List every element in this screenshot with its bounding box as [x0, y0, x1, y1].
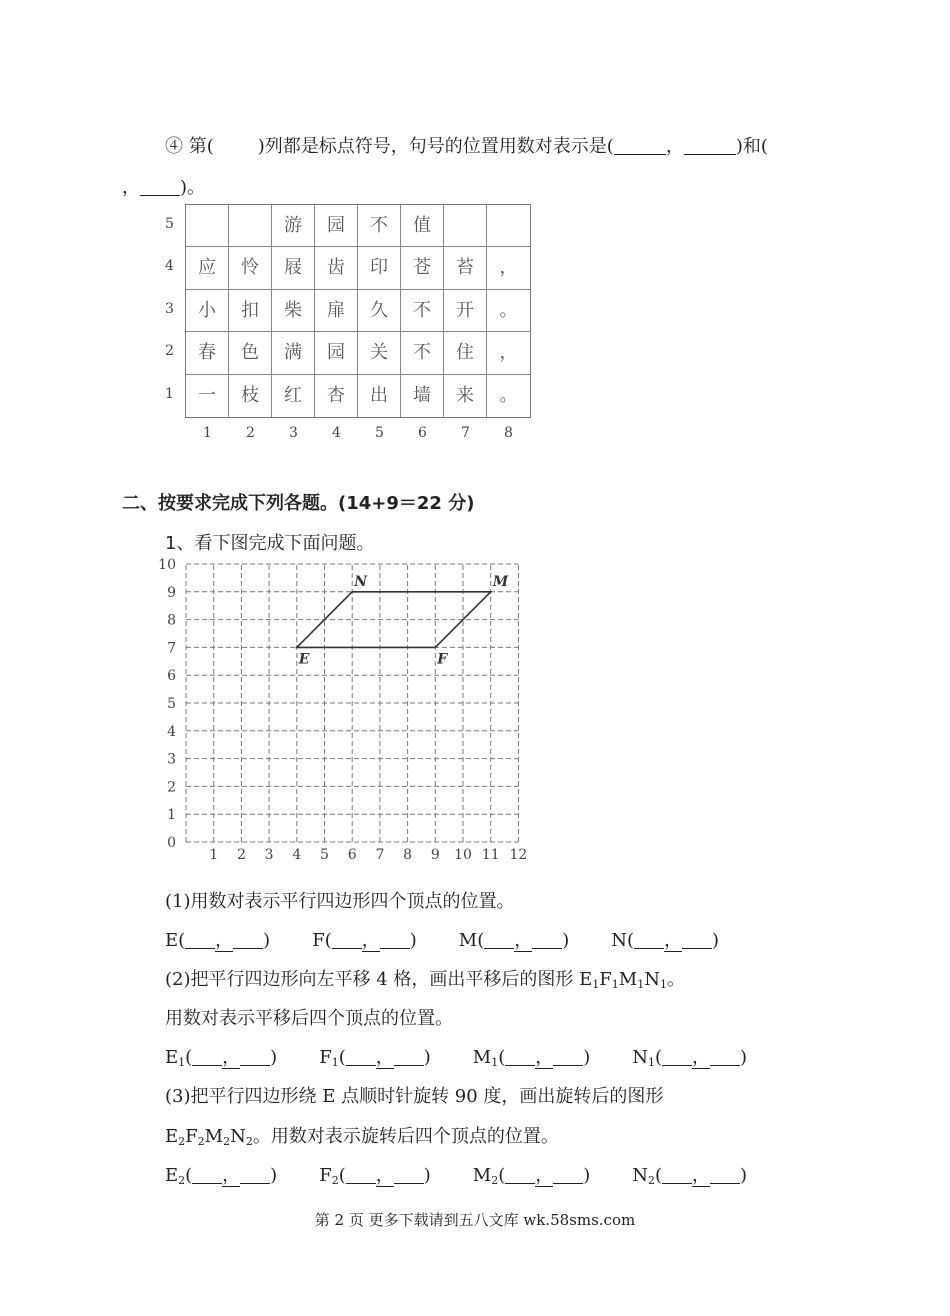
- x-tick-label: 7: [375, 847, 385, 863]
- grid-cell: [186, 205, 229, 247]
- page-footer: 第 2 页 更多下载请到五八文库 wk.58sms.com: [314, 1211, 636, 1229]
- answer-blank[interactable]: [346, 1047, 376, 1066]
- answer-blank[interactable]: [634, 930, 664, 949]
- y-tick-label: 4: [167, 723, 176, 740]
- grid-col-label: 2: [246, 425, 255, 441]
- section-2-heading: 二、按要求完成下列各题。(14+9＝22 分): [122, 493, 475, 514]
- sub-question-2-instruction: 用数对表示平移后四个顶点的位置。: [165, 1008, 453, 1029]
- grid-col-label: 1: [203, 425, 212, 441]
- answer-item: M( ， ): [458, 930, 570, 951]
- grid-cell: 来: [444, 375, 487, 417]
- vertex-label-n: N: [354, 573, 367, 590]
- grid-cell: 红: [272, 375, 315, 417]
- grid-cell: 住: [444, 332, 487, 374]
- question-1-title: 1、看下图完成下面问题。: [165, 533, 375, 554]
- sub3-answer-row: [165, 1161, 789, 1187]
- answer-blank[interactable]: [192, 1047, 222, 1066]
- answer-blank[interactable]: [553, 1047, 583, 1066]
- grid-col-label: 7: [461, 425, 470, 441]
- coordinate-chart: [150, 555, 540, 865]
- x-tick-label: 6: [347, 847, 357, 863]
- answer-item: $F_1$( ， ): [319, 1047, 431, 1069]
- grid-cell: 春: [186, 332, 229, 374]
- grid-cell: 齿: [315, 247, 358, 289]
- x-tick-label: 2: [236, 847, 246, 863]
- answer-blank[interactable]: [380, 930, 410, 949]
- character-grid: [185, 204, 531, 418]
- grid-row-label: 3: [165, 300, 174, 317]
- y-tick-label: 8: [167, 612, 176, 629]
- y-tick-label: 6: [167, 668, 176, 685]
- grid-cell: 不: [358, 205, 401, 247]
- grid-cell: 屐: [272, 247, 315, 289]
- answer-blank[interactable]: [346, 1165, 376, 1184]
- grid-cell: 游: [272, 205, 315, 247]
- sub-question-2: (2)把平行四边形向左平移 4 格，画出平移后的图形 $E_1F_1M_1N_1$。: [165, 969, 685, 991]
- sub-question-3: (3)把平行四边形绕 E 点顺时针旋转 90 度，画出旋转后的图形: [165, 1086, 664, 1107]
- grid-cell: 园: [315, 332, 358, 374]
- answer-blank[interactable]: [233, 930, 263, 949]
- x-tick-label: 3: [264, 847, 274, 863]
- grid-cell: 开: [444, 290, 487, 332]
- answer-item: F( ， ): [312, 930, 417, 951]
- vertex-label-e: E: [298, 651, 310, 668]
- grid-cell: 。: [499, 384, 518, 406]
- answer-item: $M_2$( ， ): [472, 1165, 591, 1187]
- grid-cell: 满: [272, 332, 315, 374]
- answer-blank[interactable]: [682, 930, 712, 949]
- grid-cell: 一: [186, 375, 229, 417]
- x-tick-label: 4: [292, 847, 302, 863]
- vertex-label-m: M: [492, 573, 509, 590]
- answer-blank[interactable]: [394, 1047, 424, 1066]
- grid-cell: 久: [358, 290, 401, 332]
- grid-cell: 扣: [229, 290, 272, 332]
- grid-cell: 色: [229, 332, 272, 374]
- answer-blank[interactable]: [240, 1165, 270, 1184]
- grid-cell: 苍: [401, 247, 444, 289]
- grid-cell: 不: [401, 332, 444, 374]
- answer-blank[interactable]: [532, 930, 562, 949]
- grid-cell: [229, 205, 272, 247]
- grid-cell: 应: [186, 247, 229, 289]
- x-tick-label: 5: [320, 847, 329, 863]
- grid-col-label: 3: [289, 425, 298, 441]
- answer-blank[interactable]: [505, 1165, 535, 1184]
- q4-blank-2b[interactable]: [140, 177, 180, 196]
- answer-blank[interactable]: [192, 1165, 222, 1184]
- grid-cell: 。: [487, 290, 530, 332]
- answer-item: $E_1$( ， ): [165, 1047, 278, 1069]
- q4-circle-number: ④: [165, 136, 183, 157]
- answer-item: N( ， ): [611, 930, 720, 951]
- x-tick-label: 10: [454, 847, 472, 863]
- grid-cell: 杏: [315, 375, 358, 417]
- grid-cell: 园: [315, 205, 358, 247]
- answer-blank[interactable]: [394, 1165, 424, 1184]
- q4-blank-1a[interactable]: [614, 136, 666, 155]
- q4-line1: ④ 第( )列都是标点符号，句号的位置用数对表示是( ， )和(: [165, 136, 768, 157]
- answer-blank[interactable]: [484, 930, 514, 949]
- grid-cell: 扉: [315, 290, 358, 332]
- q4-line2: ， )。: [122, 177, 206, 198]
- y-tick-label: 0: [167, 835, 176, 851]
- answer-blank[interactable]: [332, 930, 362, 949]
- grid-cell: 印: [358, 247, 401, 289]
- answer-item: $E_2$( ， ): [165, 1165, 278, 1187]
- sub1-answer-row: [165, 926, 761, 952]
- x-tick-label: 8: [403, 847, 413, 863]
- grid-cell: 枝: [229, 375, 272, 417]
- y-tick-label: 9: [167, 584, 176, 601]
- x-tick-label: 11: [481, 847, 500, 863]
- grid-row-label: 1: [165, 385, 174, 402]
- grid-cell: 柴: [272, 290, 315, 332]
- grid-cell: 关: [358, 332, 401, 374]
- sub-question-1: (1)用数对表示平行四边形四个顶点的位置。: [165, 891, 515, 912]
- answer-blank[interactable]: [710, 1165, 740, 1184]
- grid-cell: 小: [186, 290, 229, 332]
- y-tick-label: 3: [167, 751, 176, 768]
- answer-blank[interactable]: [710, 1047, 740, 1066]
- answer-item: $N_1$( ， ): [632, 1047, 748, 1069]
- x-tick-label: 1: [209, 847, 219, 863]
- answer-blank[interactable]: [505, 1047, 535, 1066]
- y-tick-label: 2: [167, 779, 176, 796]
- answer-item: $F_2$( ， ): [319, 1165, 431, 1187]
- grid-cell: 怜: [229, 247, 272, 289]
- y-tick-label: 7: [167, 640, 176, 657]
- answer-blank[interactable]: [240, 1047, 270, 1066]
- q4-column-blank[interactable]: [214, 137, 258, 155]
- grid-col-label: 6: [418, 425, 427, 441]
- answer-item: $N_2$( ， ): [632, 1165, 748, 1187]
- x-tick-label: 12: [509, 847, 528, 863]
- vertex-label-f: F: [437, 651, 448, 668]
- y-tick-label: 10: [158, 557, 176, 573]
- q4-blank-1b[interactable]: [684, 136, 736, 155]
- grid-cell: [444, 205, 487, 247]
- y-tick-label: 5: [167, 696, 176, 712]
- grid-cell: ，: [487, 247, 530, 289]
- sub2-answer-row: [165, 1043, 789, 1069]
- chart-grid: [186, 564, 518, 842]
- grid-col-label: 5: [375, 425, 384, 441]
- answer-item: $M_1$( ， ): [472, 1047, 591, 1069]
- grid-cell: 值: [401, 205, 444, 247]
- answer-item: E( ， ): [165, 930, 271, 951]
- grid-row-label: 5: [165, 216, 174, 232]
- grid-col-label: 4: [332, 425, 341, 441]
- answer-blank[interactable]: [185, 930, 215, 949]
- grid-row-label: 4: [165, 258, 174, 275]
- answer-blank[interactable]: [553, 1165, 583, 1184]
- grid-cell: 苔: [444, 247, 487, 289]
- answer-blank[interactable]: [662, 1165, 692, 1184]
- grid-row-label: 2: [165, 343, 174, 360]
- y-tick-label: 1: [167, 807, 176, 824]
- grid-cell: [487, 205, 530, 247]
- grid-cell: 出: [358, 375, 401, 417]
- grid-cell: 不: [401, 290, 444, 332]
- grid-cell: 墙: [401, 375, 444, 417]
- answer-blank[interactable]: [662, 1047, 692, 1066]
- grid-col-label: 8: [504, 425, 513, 441]
- grid-cell: ，: [487, 332, 530, 374]
- sub-question-3-continued: $E_2F_2M_2N_2$。用数对表示旋转后四个顶点的位置。: [165, 1126, 559, 1148]
- x-tick-label: 9: [430, 847, 440, 863]
